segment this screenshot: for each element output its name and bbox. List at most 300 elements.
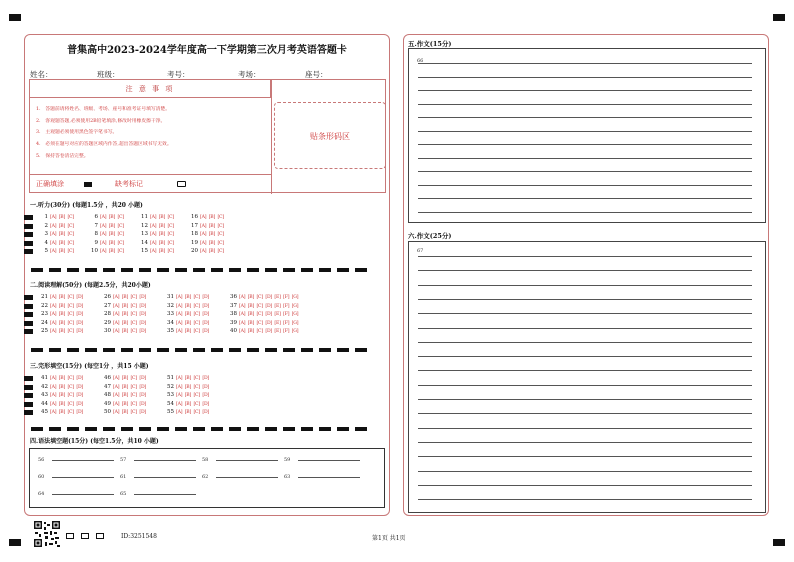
answer-bubble[interactable]: [D]	[139, 303, 147, 309]
answer-bubble[interactable]: [C]	[67, 249, 74, 255]
answer-bubble[interactable]: [B]	[184, 320, 192, 326]
answer-bubble[interactable]: [D]	[76, 320, 84, 326]
question-number: 45	[41, 409, 48, 416]
answer-bubble[interactable]: [D]	[202, 320, 210, 326]
question-48	[98, 392, 148, 398]
answer-bubble[interactable]: [D]	[76, 410, 84, 416]
answer-bubble[interactable]: [A]	[200, 215, 207, 220]
question-11	[135, 214, 176, 220]
blank-59[interactable]: 59	[284, 456, 360, 463]
question-33	[161, 311, 211, 317]
answer-bubble[interactable]: [D]	[76, 393, 84, 399]
answer-bubble[interactable]: [B]	[184, 303, 192, 309]
writing-line	[418, 385, 752, 386]
answer-row	[35, 401, 375, 408]
separator-dash	[103, 268, 115, 272]
answer-bubble[interactable]: [D]	[202, 376, 210, 381]
answer-bubble[interactable]: [B]	[58, 393, 66, 399]
answer-bubble[interactable]: [A]	[113, 295, 120, 300]
answer-bubble[interactable]: [A]	[150, 223, 157, 229]
answer-bubble[interactable]: [D]	[202, 312, 210, 318]
answer-bubble[interactable]: [A]	[176, 295, 183, 300]
separator-dash	[301, 348, 313, 352]
answer-bubble[interactable]: [C]	[67, 295, 74, 300]
answer-bubble[interactable]: [B]	[184, 329, 192, 335]
answer-bubble[interactable]: [G]	[291, 320, 299, 326]
writing-5-title: 五.作文(15分)	[408, 40, 452, 48]
answer-bubble[interactable]: [C]	[217, 232, 224, 238]
answer-bubble[interactable]: [C]	[130, 384, 137, 390]
writing-line	[418, 117, 752, 118]
answer-bubble[interactable]: [A]	[176, 401, 183, 407]
answer-bubble[interactable]: [A]	[113, 320, 120, 326]
answer-bubble[interactable]: [B]	[121, 295, 129, 300]
writing-line	[418, 428, 752, 429]
answer-bubble[interactable]: [A]	[176, 320, 183, 326]
question-25	[35, 328, 85, 334]
answer-bubble[interactable]: [F]	[283, 312, 290, 318]
answer-bubble[interactable]: [C]	[193, 401, 200, 407]
answer-bubble[interactable]: [A]	[113, 312, 120, 318]
blank-60[interactable]: 60	[38, 473, 114, 480]
answer-bubble[interactable]: [D]	[202, 401, 210, 407]
blank-56[interactable]: 56	[38, 456, 114, 463]
answer-bubble[interactable]: [D]	[265, 303, 273, 309]
answer-bubble[interactable]: [C]	[130, 401, 137, 407]
blank-65[interactable]: 65	[120, 490, 196, 497]
answer-bubble[interactable]: [A]	[239, 295, 246, 300]
separator-dash	[31, 268, 43, 272]
blank-58[interactable]: 58	[202, 456, 278, 463]
answer-bubble[interactable]: [A]	[100, 249, 107, 255]
blank-64[interactable]: 64	[38, 490, 114, 497]
row-timing-mark	[24, 224, 33, 229]
answer-bubble[interactable]: [C]	[217, 223, 224, 229]
qr-code	[33, 520, 61, 548]
separator-dash	[283, 427, 295, 431]
answer-bubble[interactable]: [B]	[108, 232, 116, 238]
answer-bubble[interactable]: [A]	[100, 240, 107, 246]
answer-bubble[interactable]: [C]	[67, 223, 74, 229]
answer-bubble[interactable]: [D]	[76, 295, 84, 300]
answer-bubble[interactable]: [A]	[50, 215, 57, 220]
answer-bubble[interactable]: [B]	[58, 376, 66, 381]
answer-bubble[interactable]: [F]	[283, 329, 290, 335]
writing-5-box[interactable]	[408, 48, 766, 223]
answer-bubble[interactable]: [A]	[113, 393, 120, 399]
answer-bubble[interactable]: [D]	[139, 329, 147, 335]
question-number: 38	[230, 311, 237, 318]
question-12	[135, 223, 176, 229]
answer-bubble[interactable]: [D]	[76, 384, 84, 390]
writing-line	[418, 212, 752, 213]
separator-dash	[337, 268, 349, 272]
answer-bubble[interactable]: [A]	[113, 410, 120, 416]
answer-bubble[interactable]: [A]	[200, 223, 207, 229]
answer-bubble[interactable]: [A]	[176, 393, 183, 399]
answer-bubble[interactable]: [C]	[67, 401, 74, 407]
writing-line	[418, 342, 752, 343]
question-number: 29	[104, 319, 111, 326]
answer-bubble[interactable]: [A]	[239, 312, 246, 318]
answer-bubble[interactable]: [A]	[200, 240, 207, 246]
separator-dash	[139, 268, 151, 272]
answer-bubble[interactable]: [B]	[184, 295, 192, 300]
answer-bubble[interactable]: [C]	[217, 215, 224, 220]
answer-bubble[interactable]: [C]	[167, 215, 174, 220]
answer-row	[35, 303, 375, 310]
answer-bubble[interactable]: [A]	[50, 312, 57, 318]
answer-bubble[interactable]: [E]	[274, 295, 281, 300]
answer-bubble[interactable]: [B]	[58, 312, 66, 318]
answer-bubble[interactable]: [A]	[176, 329, 183, 335]
answer-bubble[interactable]: [B]	[184, 312, 192, 318]
answer-bubble[interactable]: [E]	[274, 303, 281, 309]
answer-bubble[interactable]: [C]	[167, 240, 174, 246]
answer-bubble[interactable]: [D]	[265, 312, 273, 318]
row-timing-mark	[24, 393, 33, 398]
answer-bubble[interactable]: [D]	[265, 329, 273, 335]
answer-bubble[interactable]: [C]	[130, 320, 137, 326]
answer-bubble[interactable]: [B]	[184, 410, 192, 416]
blank-57[interactable]: 57	[120, 456, 196, 463]
question-21	[35, 294, 85, 300]
answer-bubble[interactable]: [D]	[139, 384, 147, 390]
answer-bubble[interactable]: [A]	[150, 215, 157, 220]
answer-bubble[interactable]: [A]	[150, 249, 157, 255]
absent-mark[interactable]: 缺考标记	[115, 179, 186, 189]
answer-bubble[interactable]: [A]	[50, 329, 57, 335]
answer-bubble[interactable]: [B]	[58, 240, 66, 246]
answer-row	[35, 214, 375, 221]
answer-bubble[interactable]: [B]	[158, 215, 166, 220]
answer-row	[35, 294, 375, 301]
question-number: 17	[191, 222, 198, 229]
answer-bubble[interactable]: [B]	[108, 215, 116, 220]
answer-bubble[interactable]: [B]	[108, 240, 116, 246]
answer-bubble[interactable]: [C]	[167, 249, 174, 255]
question-34	[161, 320, 211, 326]
answer-bubble[interactable]: [B]	[158, 240, 166, 246]
answer-bubble[interactable]: [A]	[50, 303, 57, 309]
answer-bubble[interactable]: [B]	[247, 312, 255, 318]
separator-dash	[355, 427, 367, 431]
answer-bubble[interactable]: [A]	[50, 320, 57, 326]
answer-bubble[interactable]: [C]	[193, 303, 200, 309]
checkbox[interactable]	[81, 533, 89, 539]
question-10	[85, 248, 126, 254]
answer-bubble[interactable]: [F]	[283, 303, 290, 309]
answer-bubble[interactable]: [E]	[274, 312, 281, 318]
writing-line	[418, 356, 752, 357]
answer-bubble[interactable]: [A]	[176, 410, 183, 416]
answer-bubble[interactable]: [C]	[130, 376, 137, 381]
answer-bubble[interactable]: [A]	[176, 384, 183, 390]
answer-bubble[interactable]: [B]	[208, 215, 216, 220]
answer-bubble[interactable]: [C]	[130, 295, 137, 300]
answer-bubble[interactable]: [D]	[76, 303, 84, 309]
question-3	[35, 231, 76, 237]
answer-bubble[interactable]: [C]	[130, 393, 137, 399]
blank-63[interactable]: 63	[284, 473, 360, 480]
answer-bubble[interactable]: [C]	[256, 295, 263, 300]
question-number: 42	[41, 383, 48, 390]
answer-bubble[interactable]: [A]	[150, 240, 157, 246]
answer-bubble[interactable]: [A]	[150, 232, 157, 238]
answer-bubble[interactable]: [B]	[108, 223, 116, 229]
name-field[interactable]: 姓名：	[30, 69, 96, 80]
answer-bubble[interactable]: [C]	[130, 329, 137, 335]
answer-bubble[interactable]: [C]	[217, 249, 224, 255]
answer-bubble[interactable]: [B]	[208, 223, 216, 229]
answer-bubble[interactable]: [D]	[139, 312, 147, 318]
answer-bubble[interactable]: [B]	[247, 329, 255, 335]
answer-bubble[interactable]: [D]	[76, 376, 84, 381]
answer-bubble[interactable]: [A]	[50, 249, 57, 255]
answer-bubble[interactable]: [B]	[108, 249, 116, 255]
answer-bubble[interactable]: [D]	[202, 303, 210, 309]
answer-bubble[interactable]: [A]	[200, 249, 207, 255]
answer-bubble[interactable]: [A]	[113, 384, 120, 390]
writing-line	[418, 104, 752, 105]
question-number: 39	[230, 319, 237, 326]
answer-bubble[interactable]: [B]	[121, 320, 129, 326]
answer-bubble[interactable]: [C]	[193, 410, 200, 416]
separator-dash	[103, 348, 115, 352]
answer-bubble[interactable]: [B]	[247, 320, 255, 326]
writing-line	[418, 131, 752, 132]
answer-bubble[interactable]: [C]	[193, 384, 200, 390]
answer-bubble[interactable]: [C]	[117, 240, 124, 246]
blank-62[interactable]: 62	[202, 473, 278, 480]
question-4	[35, 240, 76, 246]
answer-bubble[interactable]: [B]	[208, 240, 216, 246]
seat-field[interactable]: 座号：	[305, 69, 375, 80]
answer-bubble[interactable]: [C]	[117, 232, 124, 238]
writing-6-box[interactable]	[408, 241, 766, 513]
answer-bubble[interactable]: [D]	[139, 401, 147, 407]
answer-bubble[interactable]: [C]	[67, 376, 74, 381]
answer-bubble[interactable]: [G]	[291, 329, 299, 335]
answer-bubble[interactable]: [B]	[58, 215, 66, 220]
answer-bubble[interactable]: [A]	[100, 232, 107, 238]
answer-bubble[interactable]: [B]	[184, 393, 192, 399]
answer-bubble[interactable]: [B]	[158, 232, 166, 238]
answer-bubble[interactable]: [E]	[274, 329, 281, 335]
answer-bubble[interactable]: [D]	[265, 320, 273, 326]
answer-bubble[interactable]: [D]	[202, 295, 210, 300]
answer-bubble[interactable]: [C]	[117, 223, 124, 229]
page-number: 第1页 共1页	[372, 535, 406, 542]
answer-bubble[interactable]: [B]	[121, 329, 129, 335]
answer-bubble[interactable]: [A]	[50, 376, 57, 381]
answer-bubble[interactable]: [D]	[202, 393, 210, 399]
answer-bubble[interactable]: [B]	[58, 249, 66, 255]
answer-bubble[interactable]: [B]	[247, 295, 255, 300]
exam-room-field[interactable]: 考场：	[238, 69, 304, 80]
answer-bubble[interactable]: [A]	[200, 232, 207, 238]
answer-bubble[interactable]: [D]	[139, 295, 147, 300]
exam-number-field[interactable]: 考号：	[167, 69, 233, 80]
question-51	[161, 375, 211, 381]
answer-bubble[interactable]: [A]	[50, 240, 57, 246]
answer-bubble[interactable]: [A]	[176, 376, 183, 381]
answer-bubble[interactable]: [B]	[208, 249, 216, 255]
answer-bubble[interactable]: [B]	[121, 410, 129, 416]
answer-bubble[interactable]: [B]	[58, 303, 66, 309]
answer-bubble[interactable]: [C]	[67, 393, 74, 399]
answer-bubble[interactable]: [C]	[193, 320, 200, 326]
answer-bubble[interactable]: [C]	[217, 240, 224, 246]
answer-bubble[interactable]: [G]	[291, 312, 299, 318]
answer-bubble[interactable]: [C]	[193, 295, 200, 300]
answer-bubble[interactable]: [A]	[50, 384, 57, 390]
answer-bubble[interactable]: [A]	[176, 312, 183, 318]
writing-line	[418, 90, 752, 91]
timing-mark	[773, 539, 785, 546]
answer-bubble[interactable]: [D]	[139, 393, 147, 399]
separator-dash	[139, 348, 151, 352]
answer-bubble[interactable]: [A]	[100, 223, 107, 229]
answer-bubble[interactable]: [C]	[67, 240, 74, 246]
writing-5-number: 66	[417, 58, 424, 64]
answer-bubble[interactable]: [F]	[283, 295, 290, 300]
answer-bubble[interactable]: [C]	[193, 376, 200, 381]
answer-bubble[interactable]: [A]	[50, 410, 57, 416]
answer-bubble[interactable]: [G]	[291, 295, 299, 300]
answer-bubble[interactable]: [B]	[121, 393, 129, 399]
answer-bubble[interactable]: [A]	[100, 215, 107, 220]
answer-bubble[interactable]: [D]	[202, 329, 210, 335]
answer-bubble[interactable]: [A]	[113, 376, 120, 381]
answer-bubble[interactable]: [A]	[113, 329, 120, 335]
answer-bubble[interactable]: [C]	[130, 312, 137, 318]
answer-bubble[interactable]: [B]	[158, 223, 166, 229]
answer-bubble[interactable]: [B]	[184, 401, 192, 407]
question-number: 7	[94, 222, 98, 229]
row-timing-mark	[24, 312, 33, 317]
answer-row	[35, 223, 375, 230]
answer-bubble[interactable]: [D]	[265, 295, 273, 300]
answer-bubble[interactable]: [D]	[139, 320, 147, 326]
answer-bubble[interactable]: [C]	[167, 223, 174, 229]
answer-bubble[interactable]: [C]	[117, 215, 124, 220]
answer-bubble[interactable]: [B]	[184, 376, 192, 381]
answer-bubble[interactable]: [D]	[76, 312, 84, 318]
answer-bubble[interactable]: [B]	[184, 384, 192, 390]
answer-bubble[interactable]: [A]	[50, 295, 57, 300]
answer-bubble[interactable]: [A]	[50, 393, 57, 399]
answer-bubble[interactable]: [B]	[58, 384, 66, 390]
separator-dash	[229, 348, 241, 352]
answer-bubble[interactable]: [C]	[256, 303, 263, 309]
answer-bubble[interactable]: [B]	[208, 232, 216, 238]
answer-bubble[interactable]: [B]	[121, 303, 129, 309]
question-39	[224, 320, 301, 326]
answer-bubble[interactable]: [A]	[50, 401, 57, 407]
answer-bubble[interactable]: [C]	[67, 320, 74, 326]
answer-bubble[interactable]: [B]	[58, 295, 66, 300]
answer-bubble[interactable]: [B]	[121, 376, 129, 381]
row-timing-mark	[24, 321, 33, 326]
question-26	[98, 294, 148, 300]
row-timing-mark	[24, 295, 33, 300]
answer-bubble[interactable]: [D]	[139, 410, 147, 416]
answer-bubble[interactable]: [D]	[202, 410, 210, 416]
answer-bubble[interactable]: [C]	[256, 312, 263, 318]
answer-bubble[interactable]: [B]	[121, 401, 129, 407]
answer-bubble[interactable]: [B]	[158, 249, 166, 255]
answer-bubble[interactable]: [A]	[113, 401, 120, 407]
answer-bubble[interactable]: [B]	[58, 329, 66, 335]
answer-bubble[interactable]: [C]	[67, 410, 74, 416]
separator-dash	[67, 427, 79, 431]
question-30	[98, 328, 148, 334]
answer-bubble[interactable]: [D]	[139, 376, 147, 381]
answer-bubble[interactable]: [D]	[76, 401, 84, 407]
answer-bubble[interactable]: [C]	[193, 393, 200, 399]
separator-dash	[283, 348, 295, 352]
answer-bubble[interactable]: [A]	[239, 329, 246, 335]
answer-bubble[interactable]: [A]	[176, 303, 183, 309]
answer-bubble[interactable]: [B]	[58, 232, 66, 238]
answer-bubble[interactable]: [C]	[130, 410, 137, 416]
answer-bubble[interactable]: [B]	[58, 410, 66, 416]
question-53	[161, 392, 211, 398]
answer-bubble[interactable]: [C]	[193, 312, 200, 318]
answer-bubble[interactable]: [B]	[58, 320, 66, 326]
answer-bubble[interactable]: [D]	[76, 329, 84, 335]
answer-bubble[interactable]: [C]	[67, 215, 74, 220]
notice-items: 1. 答题前请将姓名、班级、考场、座号和准考证号填写清楚。 2. 客观题答题,必须使用2B铅笔填涂,修改时用橡皮擦干净。 3. 主观题必须使用黑色签字笔书写。 4. 必须在题号对应的答题区域内作答,超出答题区域书写无效。 5. 保持答卷清洁完整。	[36, 107, 172, 159]
answer-bubble[interactable]: [A]	[239, 303, 246, 309]
answer-bubble[interactable]: [A]	[239, 320, 246, 326]
class-field[interactable]: 班级：	[97, 69, 163, 80]
answer-bubble[interactable]: [D]	[202, 384, 210, 390]
answer-bubble[interactable]: [B]	[121, 312, 129, 318]
answer-bubble[interactable]: [A]	[50, 232, 57, 238]
answer-bubble[interactable]: [C]	[67, 384, 74, 390]
answer-bubble[interactable]: [C]	[256, 320, 263, 326]
answer-bubble[interactable]: [F]	[283, 320, 290, 326]
checkbox[interactable]	[96, 533, 104, 539]
blank-61[interactable]: 61	[120, 473, 196, 480]
answer-bubble[interactable]: [B]	[121, 384, 129, 390]
row-timing-mark	[24, 304, 33, 309]
answer-bubble[interactable]: [C]	[193, 329, 200, 335]
question-18	[185, 231, 226, 237]
answer-bubble[interactable]: [B]	[247, 303, 255, 309]
answer-bubble[interactable]: [B]	[58, 223, 66, 229]
answer-bubble[interactable]: [B]	[58, 401, 66, 407]
answer-bubble[interactable]: [G]	[291, 303, 299, 309]
answer-bubble[interactable]: [A]	[113, 303, 120, 309]
answer-bubble[interactable]: [C]	[67, 303, 74, 309]
answer-bubble[interactable]: [C]	[67, 312, 74, 318]
answer-bubble[interactable]: [E]	[274, 320, 281, 326]
separator-dash	[121, 348, 133, 352]
answer-bubble[interactable]: [C]	[67, 232, 74, 238]
absent-checkbox[interactable]	[66, 533, 74, 539]
answer-bubble[interactable]: [C]	[256, 329, 263, 335]
answer-bubble[interactable]: [A]	[50, 223, 57, 229]
separator-dash	[301, 427, 313, 431]
answer-bubble[interactable]: [C]	[117, 249, 124, 255]
answer-bubble[interactable]: [C]	[167, 232, 174, 238]
answer-bubble[interactable]: [C]	[67, 329, 74, 335]
answer-bubble[interactable]: [C]	[130, 303, 137, 309]
question-number: 36	[230, 294, 237, 300]
